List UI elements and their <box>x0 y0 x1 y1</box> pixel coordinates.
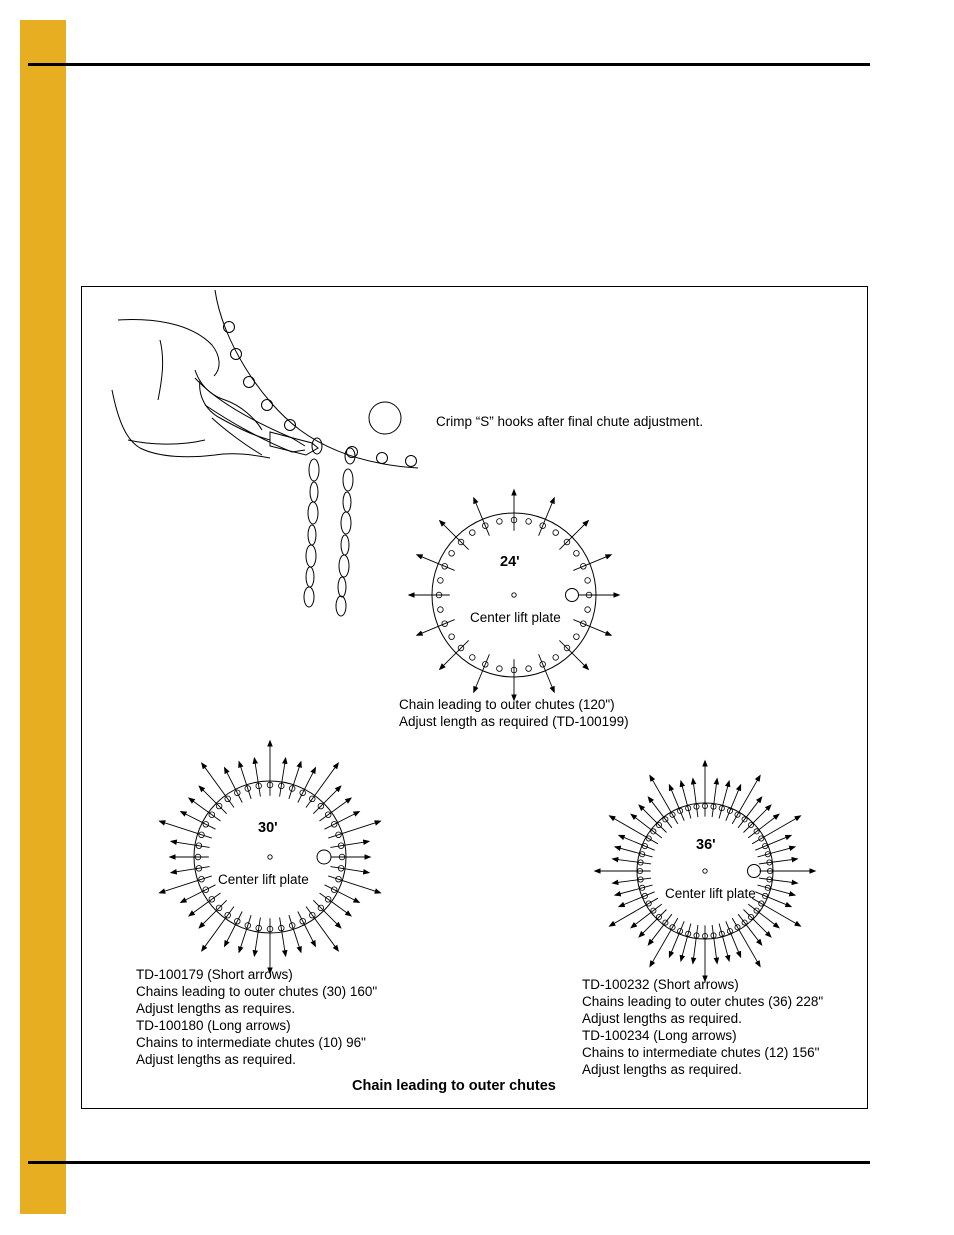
chain-arrow <box>330 867 368 873</box>
plate-30-notes <box>136 966 377 1068</box>
chain-arrow <box>474 498 490 536</box>
plate-36ft-diagram <box>595 761 815 981</box>
chain-arrow <box>313 786 340 813</box>
chain-hole <box>574 551 580 557</box>
chain-arrow <box>719 924 729 961</box>
chain-hole <box>449 551 455 557</box>
chain-hole <box>497 519 503 525</box>
plate-30-size: 30' <box>258 820 278 836</box>
chain-arrow <box>573 620 611 636</box>
chain-arrow <box>254 758 260 796</box>
chain-hole <box>497 666 503 672</box>
note-line: TD-100232 (Short arrows) <box>582 977 739 992</box>
note-line: Adjust lengths as required. <box>136 1052 296 1067</box>
chain-arrow <box>539 498 555 536</box>
center-pin-hole <box>268 855 272 859</box>
chain-arrow <box>280 758 286 796</box>
chain-arrow <box>474 654 490 692</box>
chain-arrow <box>744 910 771 937</box>
plate-36-size: 36' <box>696 837 716 853</box>
chain-arrow <box>758 847 795 857</box>
large-hole <box>317 850 331 864</box>
chain-arrow <box>440 640 469 669</box>
chain-arrow <box>306 763 338 807</box>
plate-36-center-label: Center lift plate <box>665 886 756 901</box>
chain-arrow <box>313 900 340 927</box>
chain-arrow <box>171 867 209 873</box>
note-line: TD-100179 (Short arrows) <box>136 967 293 982</box>
chain-hole <box>585 607 591 613</box>
note-line: Chains to intermediate chutes (10) 96" <box>136 1035 366 1050</box>
chain-hole <box>438 578 444 584</box>
chain-arrow <box>199 900 226 927</box>
large-hole <box>566 589 579 602</box>
chain-arrow <box>202 907 234 951</box>
chain-hole <box>470 655 476 661</box>
chain-arrow <box>681 781 691 818</box>
chain-hole <box>585 578 591 584</box>
note-line: Chains leading to outer chutes (36) 228" <box>582 994 824 1009</box>
chain-arrow <box>615 847 652 857</box>
crimp-note: Crimp “S” hooks after final chute adjustment. <box>436 414 704 429</box>
chain-arrow <box>199 786 226 813</box>
plate-30-center-label: Center lift plate <box>218 872 309 887</box>
chain-arrow <box>613 878 651 883</box>
note-line: TD-100180 (Long arrows) <box>136 1018 291 1033</box>
chain-arrow <box>280 917 286 955</box>
chain-arrow <box>712 925 717 963</box>
chain-arrow <box>681 924 691 961</box>
note-line: Adjust lengths as requires. <box>136 1001 296 1016</box>
note-line: Adjust length as required (TD-100199) <box>399 714 629 729</box>
center-pin-hole <box>512 593 516 597</box>
chain-hole <box>553 655 559 661</box>
chain-arrow <box>559 521 588 550</box>
chain-arrow <box>539 654 555 692</box>
note-line: Chains leading to outer chutes (30) 160" <box>136 984 378 999</box>
note-line: Chain leading to outer chutes (120") <box>399 697 615 712</box>
chain-arrow <box>639 805 666 832</box>
chain-arrow <box>613 859 651 864</box>
center-pin-hole <box>703 869 707 873</box>
chain-arrow <box>559 640 588 669</box>
chain-arrow <box>417 555 455 571</box>
chain-arrow <box>573 555 611 571</box>
chain-arrow <box>202 763 234 807</box>
plate-36-notes <box>582 976 823 1078</box>
note-line: TD-100234 (Long arrows) <box>582 1028 737 1043</box>
note-line: Adjust lengths as required. <box>582 1011 742 1026</box>
chain-hole <box>574 634 580 640</box>
chain-arrow <box>289 762 301 799</box>
chain-arrow <box>306 907 338 951</box>
chain-arrow <box>239 915 251 952</box>
chain-arrow <box>615 885 652 895</box>
chain-arrow <box>712 779 717 817</box>
chain-arrow <box>171 841 209 847</box>
chain-hole <box>449 634 455 640</box>
chain-arrow <box>759 859 797 864</box>
note-line: Adjust lengths as required. <box>582 1062 742 1077</box>
chain-arrow <box>759 878 797 883</box>
note-line: Chains to intermediate chutes (12) 156" <box>582 1045 820 1060</box>
chain-arrow <box>239 762 251 799</box>
chain-arrow <box>639 910 666 937</box>
chain-hole <box>526 666 532 672</box>
plate-30ft-diagram <box>160 741 381 973</box>
plate-24-size: 24' <box>500 554 520 570</box>
chain-arrow <box>440 521 469 550</box>
chain-arrow <box>417 620 455 636</box>
chain-hole <box>438 607 444 613</box>
chain-arrow <box>289 915 301 952</box>
plate-24-center-label: Center lift plate <box>470 610 561 625</box>
large-hole <box>748 865 761 878</box>
plate-24-notes <box>399 696 629 730</box>
chain-arrow <box>254 917 260 955</box>
chain-arrow <box>744 805 771 832</box>
chain-arrow <box>693 925 698 963</box>
chain-hole <box>526 519 532 525</box>
chain-hole <box>470 530 476 536</box>
hand-pliers-illustration <box>112 290 418 616</box>
chain-arrow <box>758 885 795 895</box>
chain-hole <box>553 530 559 536</box>
figure-caption: Chain leading to outer chutes <box>352 1078 556 1094</box>
chain-arrow <box>330 841 368 847</box>
plate-24ft-diagram <box>409 490 619 700</box>
chain-arrow <box>719 781 729 818</box>
chain-arrow <box>693 779 698 817</box>
